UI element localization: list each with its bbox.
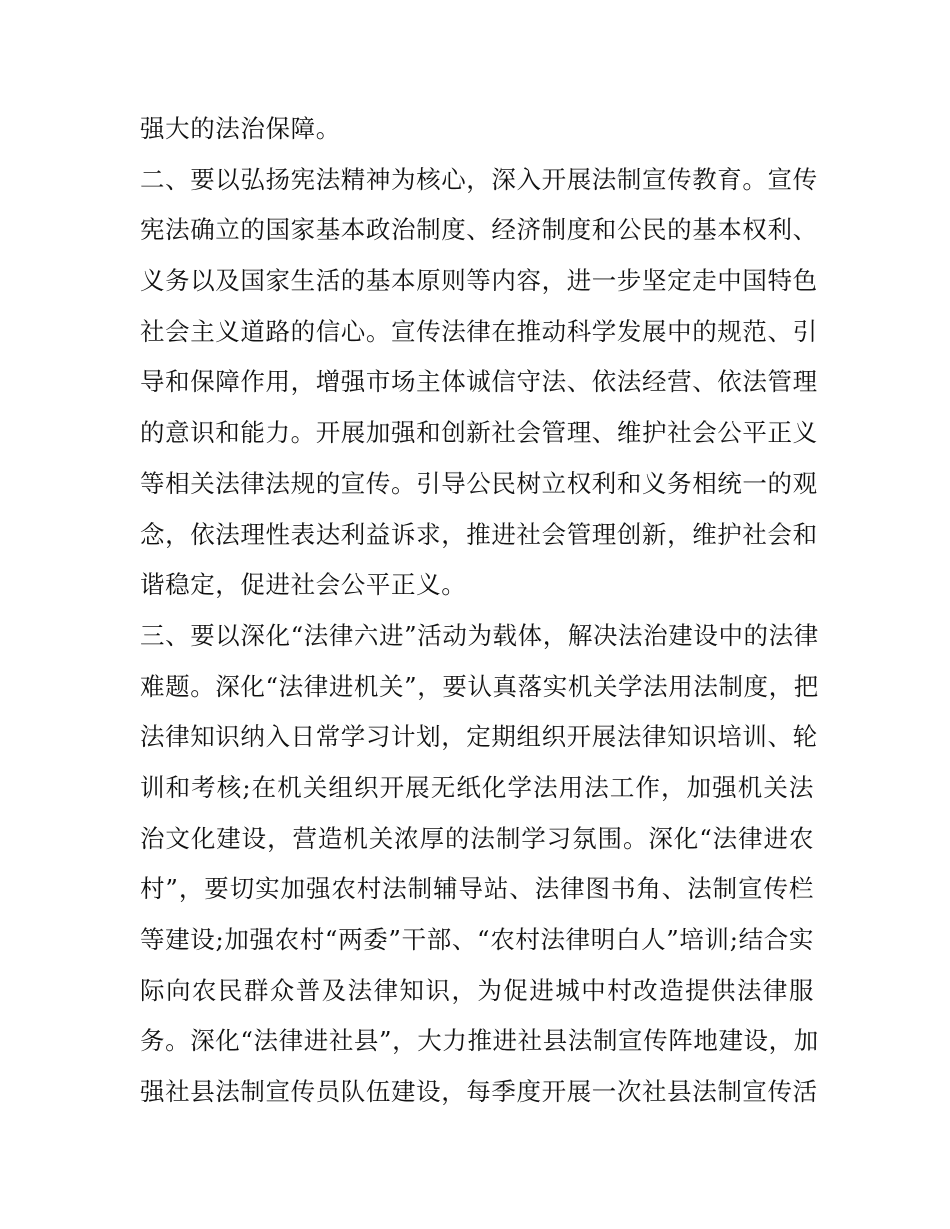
text-line: 训和考核;在机关组织开展无纸化学法用法工作，加强机关法 <box>140 772 814 802</box>
document-body <box>140 104 819 1118</box>
text-line: 强大的法治保障。 <box>140 114 341 143</box>
text-line: 际向农民群众普及法律知识，为促进城中村改造提供法律服 <box>140 975 814 1005</box>
text-line: 强社县法制宣传员队伍建设，每季度开展一次社县法制宣传活 <box>140 1077 818 1107</box>
text-line: 村”，要切实加强农村法制辅导站、法律图书角、法制宣传栏 <box>140 874 814 904</box>
text-line: 难题。深化“法律进机关”，要认真落实机关学法用法制度，把 <box>140 671 819 701</box>
text-line: 社会主义道路的信心。宣传法律在推动科学发展中的规范、引 <box>140 316 818 346</box>
text-line: 法律知识纳入日常学习计划，定期组织开展法律知识培训、轮 <box>140 722 818 752</box>
text-line: 宪法确立的国家基本政治制度、经济制度和公民的基本权利、 <box>140 215 818 245</box>
text-line: 导和保障作用，增强市场主体诚信守法、依法经营、依法管理 <box>140 367 818 397</box>
text-line: 的意识和能力。开展加强和创新社会管理、维护社会公平正义 <box>140 418 818 448</box>
text-line: 二、要以弘扬宪法精神为核心，深入开展法制宣传教育。宣传 <box>140 164 818 194</box>
text-line: 谐稳定，促进社会公平正义。 <box>140 570 467 600</box>
text-line: 念，依法理性表达利益诉求，推进社会管理创新，维护社会和 <box>140 519 818 549</box>
text-line: 治文化建设，营造机关浓厚的法制学习氛围。深化“法律进农 <box>140 823 814 853</box>
text-line: 义务以及国家生活的基本原则等内容，进一步坚定走中国特色 <box>140 266 818 296</box>
text-line: 务。深化“法律进社县”，大力推进社县法制宣传阵地建设，加 <box>140 1026 819 1056</box>
text-line: 三、要以深化“法律六进”活动为载体，解决法治建设中的法律 <box>140 620 819 650</box>
text-line: 等相关法律法规的宣传。引导公民树立权利和义务相统一的观 <box>140 468 818 498</box>
text-line: 等建设;加强农村“两委”干部、“农村法律明白人”培训;结合实 <box>140 925 814 954</box>
